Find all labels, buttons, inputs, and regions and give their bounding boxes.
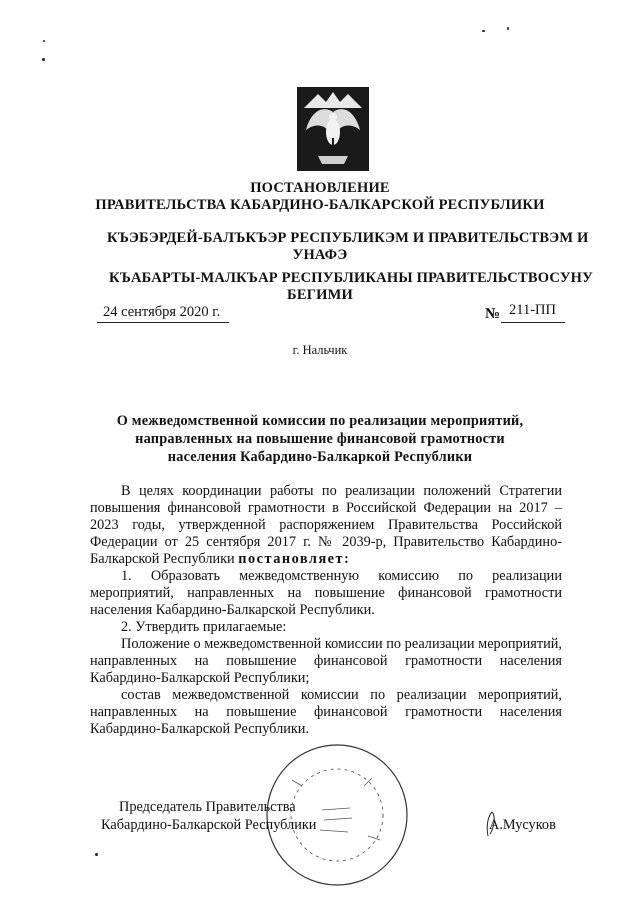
handwritten-signature — [482, 806, 522, 840]
paragraph-item-2: 2. Утвердить прилагаемые: — [121, 619, 287, 635]
subject-line3: населения Кабардино-Балкаркой Республики — [167, 449, 473, 465]
kabardian-title-line2: УНАФЭ — [292, 247, 348, 263]
document-type-title: ПОСТАНОВЛЕНИЕ — [250, 180, 390, 196]
balkar-title-line2: БЕГИМИ — [287, 287, 353, 303]
coat-of-arms-icon — [296, 86, 370, 172]
signatory-name: А.Мусуков — [489, 817, 556, 833]
balkar-title-line1: КЪАБАРТЫ-МАЛКЪАР РЕСПУБЛИКАНЫ ПРАВИТЕЛЬСТВОСУНУ — [109, 270, 593, 286]
scan-speck — [482, 30, 485, 32]
date-underline — [97, 322, 229, 323]
signature-stroke-icon — [482, 806, 522, 840]
issuer-line: ПРАВИТЕЛЬСТВА КАБАРДИНО-БАЛКАРСКОЙ РЕСПУБЛИКИ — [95, 197, 545, 213]
document-number: 211-ПП — [509, 302, 556, 318]
subject-line1: О межведомственной комиссии по реализации мероприятий, — [116, 413, 524, 429]
city: г. Нальчик — [292, 343, 348, 357]
signatory-position-line1: Председатель Правительства — [119, 799, 296, 815]
number-underline — [501, 322, 565, 323]
coat-of-arms-emblem — [296, 86, 370, 172]
signatory-position-line2: Кабардино-Балкарской Республики — [101, 817, 317, 833]
paragraph-regulation: Положение о межведомственной комиссии по реализации мероприятий, направленных на повышение финансовой грамотности населения Кабардино-Балкарской Республики; — [90, 636, 562, 686]
document-date: 24 сентября 2020 г. — [103, 304, 221, 320]
paragraph-item-1: 1. Образовать межведомственную комиссию по реализации мероприятий, направленных на повышение финансовой грамотности населения Кабардино-Балкарской Республики. — [90, 568, 562, 618]
paragraph-preamble — [90, 483, 562, 568]
scan-speck — [507, 27, 509, 30]
scan-speck — [43, 40, 45, 42]
scan-speck — [42, 58, 45, 61]
paragraph-composition: состав межведомственной комиссии по реализации мероприятий, направленных на повышение финансовой грамотности населения Кабардино-Балкарской Республики. — [90, 687, 562, 737]
subject-line2: направленных на повышение финансовой грамотности — [135, 431, 505, 447]
operative-word: постановляет: — [238, 551, 351, 567]
preamble-text: В целях координации работы по реализации положений Стратегии повышения финансовой грамотности в Российской Федерации на 2017 – 2023 годы, утвержденной распоряжением Правительства Российской Федерации от 25 сентября 2017 г. № 2039-р, Правительство Кабардино-Балкарской Республики — [90, 483, 562, 567]
kabardian-title-line1: КЪЭБЭРДЕЙ-БАЛЪКЪЭР РЕСПУБЛИКЭМ И ПРАВИТЕЛЬСТВЭМ И — [107, 230, 589, 246]
scan-speck — [95, 853, 98, 856]
number-sign: № — [485, 306, 501, 322]
document-body — [90, 483, 562, 738]
